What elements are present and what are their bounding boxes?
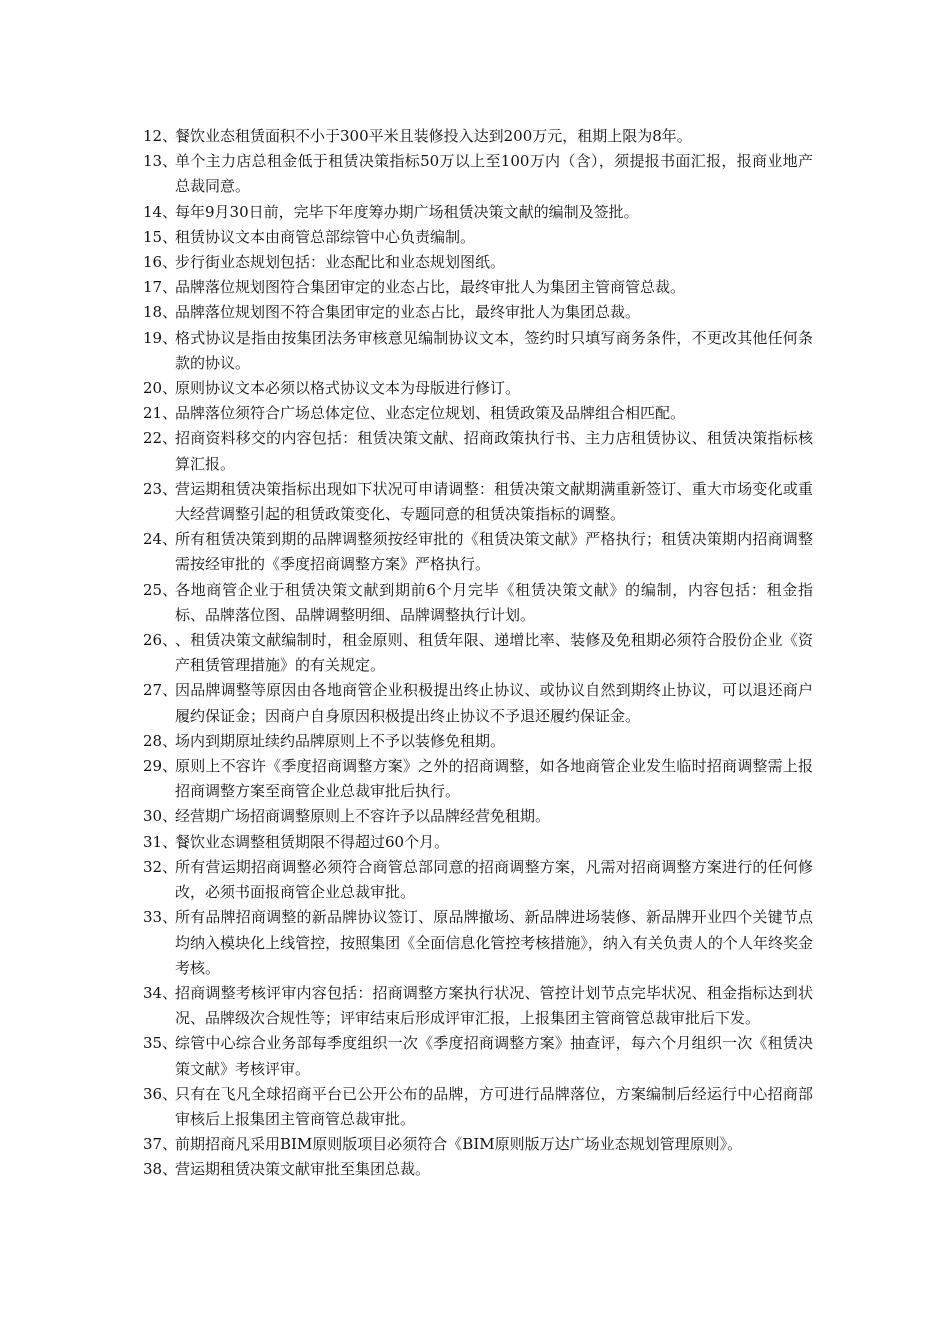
clause-number: 28、: [143, 731, 178, 750]
clause-item: [143, 326, 813, 376]
clause-list: [143, 124, 813, 1183]
clause-item: [143, 1157, 813, 1182]
clause-item: [143, 1031, 813, 1081]
clause-number: 32、: [143, 857, 178, 876]
clause-item: [143, 250, 813, 275]
clause-item: [143, 124, 813, 149]
clause-number: 15、: [143, 227, 178, 246]
clause-number: 35、: [143, 1034, 178, 1053]
clause-item: [143, 401, 813, 426]
clause-item: [143, 905, 813, 981]
clause-text: 因品牌调整等原因由各地商管企业积极提出终止协议、或协议自然到期终止协议，可以退还商户履约保证金；因商户自身原因积极提出终止协议不予退还履约保证金。: [175, 681, 813, 725]
clause-number: 14、: [143, 202, 178, 221]
clause-item: [143, 426, 813, 476]
clause-item: [143, 376, 813, 401]
clause-item: [143, 1082, 813, 1132]
clause-text: 原则协议文本必须以格式协议文本为母版进行修订。: [175, 379, 521, 398]
clause-number: 19、: [143, 328, 178, 347]
clause-item: [143, 225, 813, 250]
clause-number: 34、: [143, 983, 178, 1002]
clause-number: 18、: [143, 303, 178, 322]
clause-item: [143, 855, 813, 905]
clause-text: 营运期租赁决策文献审批至集团总裁。: [175, 1160, 431, 1179]
clause-item: [143, 300, 813, 325]
clause-text: 招商调整考核评审内容包括：招商调整方案执行状况、管控计划节点完毕状况、租金指标达到状况、品牌级次合规性等；评审结束后形成评审汇报，上报集团主管商管总裁审批后下发。: [175, 983, 813, 1028]
clause-item: [143, 578, 813, 628]
clause-text: 前期招商凡采用BIM原则版项目必须符合《BIM原则版万达广场业态规划管理原则》。: [175, 1135, 743, 1154]
clause-text: 所有品牌招商调整的新品牌协议签订、原品牌撤场、新品牌进场装修、新品牌开业四个关键节点均纳入模块化上线管控，按照集团《全面信息化管控考核措施》，纳入有关负责人的个人年终奖金考核。: [175, 908, 813, 977]
clause-item: [143, 1132, 813, 1157]
clause-text: 招商资料移交的内容包括：租赁决策文献、招商政策执行书、主力店租赁协议、租赁决策指标核算汇报。: [175, 429, 813, 473]
clause-item: [143, 981, 813, 1031]
clause-item: [143, 754, 813, 804]
clause-text: 餐饮业态调整租赁期限不得超过60个月。: [175, 832, 450, 851]
clause-number: 29、: [143, 757, 178, 776]
clause-item: [143, 149, 813, 199]
clause-number: 30、: [143, 807, 178, 826]
clause-text: 综管中心综合业务部每季度组织一次《季度招商调整方案》抽查评，每六个月组织一次《租赁决策文献》考核评审。: [175, 1034, 813, 1078]
clause-text: 品牌落位规划图符合集团审定的业态占比，最终审批人为集团主管商管总裁。: [175, 278, 686, 297]
clause-text: 各地商管企业于租赁决策文献到期前6个月完毕《租赁决策文献》的编制，内容包括：租金指标、品牌落位图、品牌调整明细、品牌调整执行计划。: [175, 580, 813, 624]
clause-number: 33、: [143, 908, 178, 927]
clause-number: 27、: [143, 681, 178, 700]
clause-text: 租赁协议文本由商管总部综管中心负责编制。: [175, 227, 476, 246]
clause-item: [143, 200, 813, 225]
clause-number: 25、: [143, 580, 178, 599]
clause-text: 餐饮业态租赁面积不小于300平米且装修投入达到200万元，租期上限为8年。: [175, 127, 692, 145]
clause-text: 所有租赁决策到期的品牌调整须按经审批的《租赁决策文献》严格执行；租赁决策期内招商调整需按经审批的《季度招商调整方案》严格执行。: [175, 530, 813, 574]
clause-text: 经营期广场招商调整原则上不容许予以品牌经营免租期。: [175, 807, 551, 826]
clause-number: 26、: [143, 631, 178, 650]
clause-number: 12、: [143, 127, 178, 145]
clause-text: 场内到期原址续约品牌原则上不予以装修免租期。: [175, 731, 506, 750]
clause-text: 、租赁决策文献编制时，租金原则、租赁年限、递增比率、装修及免租期必须符合股份企业《资产租赁管理措施》的有关规定。: [175, 631, 813, 675]
clause-text: 只有在飞凡全球招商平台已公开公布的品牌，方可进行品牌落位，方案编制后经运行中心招商部审核后上报集团主管商管总裁审批。: [175, 1084, 813, 1128]
clause-text: 步行街业态规划包括：业态配比和业态规划图纸。: [175, 253, 506, 272]
clause-number: 13、: [143, 152, 178, 171]
clause-text: 格式协议是指由按集团法务审核意见编制协议文本，签约时只填写商务条件，不更改其他任何条款的协议。: [175, 328, 813, 372]
clause-item: [143, 628, 813, 678]
clause-item: [143, 830, 813, 855]
clause-item: [143, 804, 813, 829]
clause-text: 品牌落位须符合广场总体定位、业态定位规划、租赁政策及品牌组合相匹配。: [175, 404, 686, 423]
clause-text: 原则上不容许《季度招商调整方案》之外的招商调整，如各地商管企业发生临时招商调整需上报招商调整方案至商管企业总裁审批后执行。: [175, 757, 813, 801]
clause-number: 21、: [143, 404, 178, 423]
clause-text: 所有营运期招商调整必须符合商管总部同意的招商调整方案，凡需对招商调整方案进行的任何修改，必须书面报商管企业总裁审批。: [175, 857, 813, 902]
clause-number: 31、: [143, 832, 178, 851]
clause-number: 20、: [143, 379, 178, 398]
clause-text: 单个主力店总租金低于租赁决策指标50万以上至100万内（含），须提报书面汇报，报商业地产总裁同意。: [175, 152, 813, 196]
clause-number: 23、: [143, 479, 178, 498]
clause-number: 16、: [143, 253, 178, 272]
clause-number: 37、: [143, 1135, 178, 1154]
clause-number: 38、: [143, 1160, 178, 1179]
clause-text: 品牌落位规划图不符合集团审定的业态占比，最终审批人为集团总裁。: [175, 303, 641, 322]
clause-item: [143, 729, 813, 754]
clause-item: [143, 275, 813, 300]
clause-item: [143, 527, 813, 577]
clause-text: 营运期租赁决策指标出现如下状况可申请调整：租赁决策文献期满重新签订、重大市场变化或重大经营调整引起的租赁政策变化、专题同意的租赁决策指标的调整。: [175, 479, 813, 524]
clause-number: 17、: [143, 278, 178, 297]
clause-item: [143, 477, 813, 527]
clause-text: 每年9月30日前，完毕下年度筹办期广场租赁决策文献的编制及签批。: [175, 202, 639, 221]
clause-number: 22、: [143, 429, 178, 448]
clause-item: [143, 678, 813, 728]
clause-number: 24、: [143, 530, 178, 549]
clause-number: 36、: [143, 1084, 178, 1103]
